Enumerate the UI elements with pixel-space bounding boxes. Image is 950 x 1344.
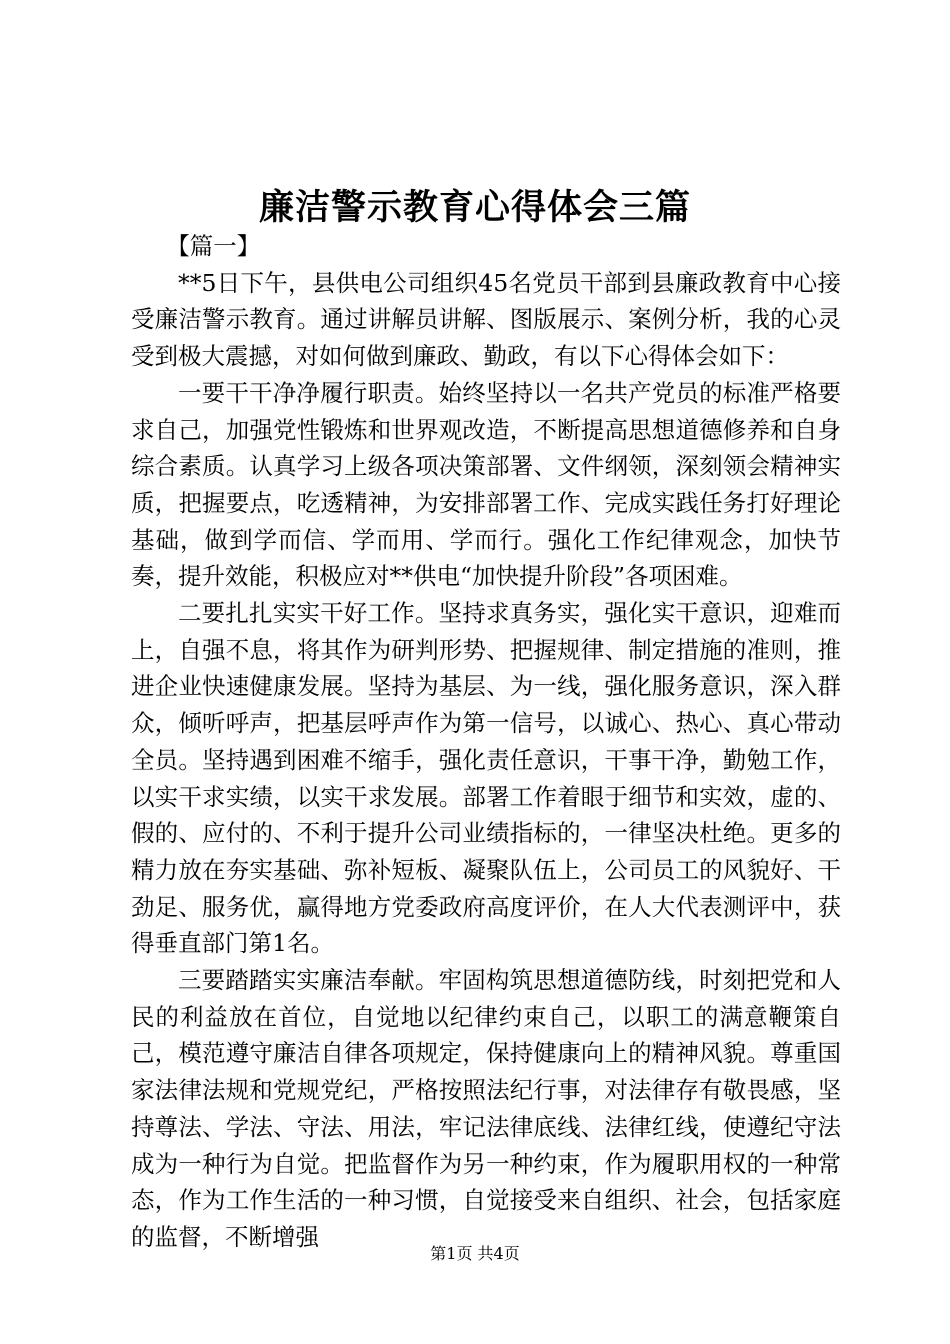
paragraph-intro: **5日下午，县供电公司组织45名党员干部到县廉政教育中心接受廉洁警示教育。通过讲解员讲解、图版展示、案例分析，我的心灵受到极大震撼，对如何做到廉政、勤政，有以下心得体会如下： [131,268,841,371]
page-footer: 第1页 共4页 [430,1244,520,1263]
document-title: 廉洁警示教育心得体会三篇 [258,187,691,228]
section-heading: 【篇一】 [166,232,261,260]
paragraph-point-one: 一要干干净净履行职责。始终坚持以一名共产党员的标准严格要求自己，加强党性锻炼和世界观改造，不断提高思想道德修养和自身综合素质。认真学习上级各项决策部署、文件纲领，深刻领会精神实质，把握要点，吃透精神，为安排部署工作、完成实践任务打好理论基础，做到学而信、学而用、学而行。强化工作纪律观念，加快节奏，提升效能，积极应对**供电“加快提升阶段”各项困难。 [131,378,841,591]
paragraph-point-three: 三要踏踏实实廉洁奉献。牢固构筑思想道德防线，时刻把党和人民的利益放在首位，自觉地以纪律约束自己，以职工的满意鞭策自己，模范遵守廉洁自律各项规定，保持健康向上的精神风貌。尊重国家法律法规和党规党纪，严格按照法纪行事，对法律存有敬畏感，坚持尊法、学法、守法、用法，牢记法律底线、法律红线，使遵纪守法成为一种行为自觉。把监督作为另一种约束，作为履职用权的一种常态，作为工作生活的一种习惯，自觉接受来自组织、社会，包括家庭的监督，不断增强 [131,966,841,1251]
paragraph-point-two: 二要扎扎实实干好工作。坚持求真务实，强化实干意识，迎难而上，自强不息，将其作为研判形势、把握规律、制定措施的准则，推进企业快速健康发展。坚持为基层、为一线，强化服务意识，深入群众，倾听呼声，把基层呼声作为第一信号，以诚心、热心、真心带动全员。坚持遇到困难不缩手，强化责任意识，干事干净，勤勉工作，以实干求实绩，以实干求发展。部署工作着眼于细节和实效，虚的、假的、应付的、不利于提升公司业绩指标的，一律坚决杜绝。更多的精力放在夯实基础、弥补短板、凝聚队伍上，公司员工的风貌好、干劲足、服务优，赢得地方党委政府高度评价，在人大代表测评中，获得垂直部门第1名。 [131,599,841,958]
document-body [131,228,841,1256]
